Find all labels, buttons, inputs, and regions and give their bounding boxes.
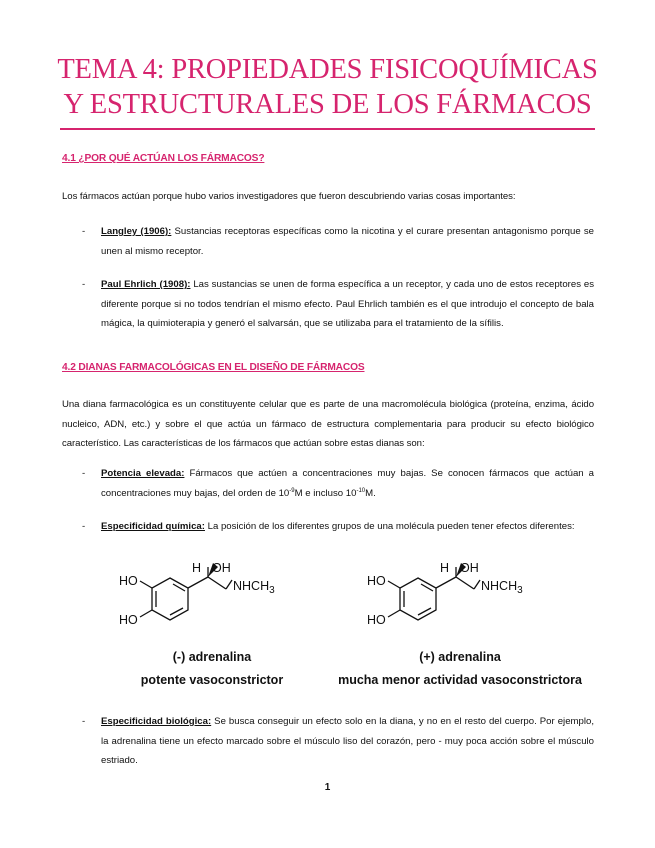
exponent: -10 — [356, 487, 366, 494]
item-term: Especificidad química: — [101, 521, 205, 532]
molecule-2-description: mucha menor actividad vasoconstrictora — [338, 673, 582, 687]
list-item-especificidad-quimica — [62, 517, 594, 537]
item-text: Las sustancias se unen de forma específica a un receptor, y cada uno de estos receptores es diferente porque si no todos tendrían el mismo efecto. Paul Ehrlich también es el que introdujo el concepto de bala mágica, la quimioterapia y generó el salvarsán, que se utilizaba para el tratamiento de la sífilis. — [101, 279, 594, 329]
page-number: 1 — [324, 782, 331, 793]
label-h: H — [440, 561, 450, 575]
item-text: Sustancias receptoras específicas como la nicotina y el curare presentan antagonismo porque se unen al mismo receptor. — [101, 226, 594, 257]
label-oh: OH — [212, 561, 231, 575]
molecule-1-name: (-) adrenalina — [172, 650, 252, 664]
section-4-2-intro: Una diana farmacológica es un constituyente celular que es parte de una macromolécula biológica (proteína, enzima, ácido nucleico, ADN, etc.) y sobre el que actúa un fármaco de estructura complementaria para producir su efecto biológico característico. Las características de los fármacos que actúan sobre estas dianas son: — [62, 399, 594, 449]
item-term: Langley (1906): — [101, 226, 172, 237]
label-amine-sub: 3 — [269, 585, 275, 596]
item-text: Se busca conseguir un efecto solo en la diana, y no en el resto del cuerpo. Por ejemplo, la adrenalina tiene un efecto marcado sobre el músculo liso del corazón, pero - muy poca acción sobre el músculo estriado. — [101, 716, 594, 766]
label-ho-top: HO — [119, 574, 138, 588]
label-amine-main: NHCH — [233, 579, 270, 593]
structure-diagram — [112, 560, 312, 640]
title-divider — [60, 128, 595, 130]
molecule-minus-adrenaline — [112, 560, 312, 640]
item-term: Especificidad biológica: — [101, 716, 212, 727]
title-line-1: TEMA 4: PROPIEDADES FISICOQUÍMICAS — [57, 54, 598, 85]
list-item-potencia — [62, 464, 594, 503]
item-text: La posición de los diferentes grupos de una molécula pueden tener efectos diferentes: — [204, 521, 575, 532]
section-4-1-intro: Los fármacos actúan porque hubo varios investigadores que fueron descubriendo varias cosas importantes: — [62, 191, 516, 202]
item-term: Potencia elevada: — [101, 468, 185, 479]
label-amine — [233, 579, 275, 596]
exponent: -9 — [289, 487, 295, 494]
list-item-especificidad-biologica — [62, 712, 594, 771]
label-ho-bottom: HO — [119, 613, 138, 627]
section-heading-4-1: 4.1 ¿POR QUÉ ACTÚAN LOS FÁRMACOS? — [62, 153, 265, 164]
bullet-dash: - — [82, 226, 86, 237]
molecule-plus-adrenaline — [360, 560, 560, 640]
list-item-langley — [62, 222, 594, 261]
molecule-2-name: (+) adrenalina — [419, 650, 501, 664]
label-amine-main: NHCH — [481, 579, 518, 593]
item-text-mid: M e incluso 10 — [294, 487, 357, 499]
bullet-dash: - — [82, 521, 86, 532]
label-ho-top: HO — [367, 574, 386, 588]
molecule-1-description: potente vasoconstrictor — [140, 673, 284, 687]
item-text-end: M. — [365, 487, 376, 499]
label-h: H — [192, 561, 202, 575]
structure-diagram — [360, 560, 560, 640]
section-heading-4-2: 4.2 DIANAS FARMACOLÓGICAS EN EL DISEÑO DE FÁRMACOS — [62, 362, 365, 373]
item-term: Paul Ehrlich (1908): — [101, 279, 191, 290]
label-ho-bottom: HO — [367, 613, 386, 627]
label-amine-sub: 3 — [517, 585, 523, 596]
bullet-dash: - — [82, 468, 86, 479]
bullet-dash: - — [82, 716, 86, 727]
page-title — [30, 52, 625, 122]
title-line-2: Y ESTRUCTURALES DE LOS FÁRMACOS — [63, 89, 592, 120]
list-item-ehrlich — [62, 275, 594, 334]
label-oh: OH — [460, 561, 479, 575]
bullet-dash: - — [82, 279, 86, 290]
label-amine — [481, 579, 523, 596]
item-text: Fármacos que actúen a concentraciones muy bajas. Se conocen fármacos que actúan a concentraciones muy bajas, del orden de 10 — [101, 468, 594, 499]
